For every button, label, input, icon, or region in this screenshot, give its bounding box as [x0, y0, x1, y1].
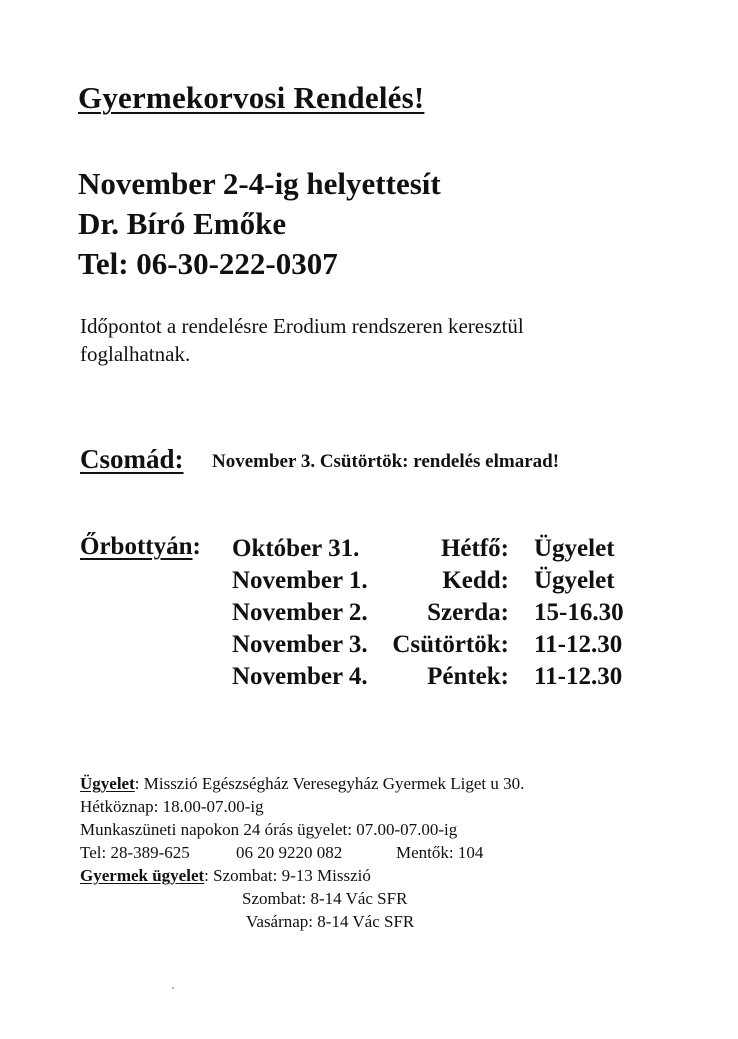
schedule-day: Hétfő: [440, 535, 509, 562]
booking-text-line-1: Időpontot a rendelésre Erodium rendszeren keresztül [80, 314, 524, 338]
schedule-day: Kedd: [442, 567, 509, 594]
schedule-date: November 2. [232, 599, 368, 626]
footer-weekdays: Hétköznap: 18.00-07.00-ig [80, 797, 264, 816]
scan-speck [172, 987, 174, 989]
footer-ugyelet [80, 773, 524, 795]
schedule-value: 15-16.30 [534, 599, 624, 626]
schedule-date: November 1. [232, 567, 368, 594]
schedule-day: Szerda: [427, 599, 509, 626]
gyermek-colon: : [204, 866, 209, 885]
footer-mentok: Mentők: 104 [396, 843, 484, 862]
schedule-value: 11-12.30 [534, 631, 623, 658]
footer-tel2: 06 20 9220 082 [236, 843, 343, 862]
schedule-date: Október 31. [232, 535, 360, 562]
booking-text-line-2: foglalhatnak. [80, 342, 191, 366]
schedule-date: November 3. [232, 631, 368, 658]
schedule-value: Ügyelet [534, 535, 615, 562]
csomad-label: Csomád: [80, 444, 184, 474]
schedule-day: Péntek: [427, 663, 509, 690]
schedule-value: 11-12.30 [534, 663, 623, 690]
ugyelet-address: : Misszió Egészségház Veresegyház Gyermek Liget u 30. [134, 774, 525, 793]
substitute-phone: Tel: 06-30-222-0307 [78, 246, 338, 281]
orbottyan-name: Őrbottyán [80, 533, 193, 560]
substitute-dates: November 2-4-ig helyettesít [78, 166, 441, 201]
orbottyan-label [80, 533, 201, 561]
csomad-notice: November 3. Csütörtök: rendelés elmarad! [212, 451, 560, 472]
page-title: Gyermekorvosi Rendelés! [78, 80, 425, 115]
gyermek-ugyelet-label: Gyermek ügyelet [80, 866, 205, 885]
substitute-doctor: Dr. Bíró Emőke [78, 206, 287, 241]
footer-tel: Tel: 28-389-625 [80, 843, 190, 862]
gyermek-line-3: Vasárnap: 8-14 Vác SFR [246, 912, 415, 931]
gyermek-line-1: Szombat: 9-13 Misszió [213, 866, 371, 885]
gyermek-line-2: Szombat: 8-14 Vác SFR [242, 889, 408, 908]
ugyelet-label: Ügyelet [80, 774, 135, 793]
schedule-value: Ügyelet [534, 567, 615, 594]
orbottyan-colon: : [192, 533, 201, 560]
schedule-date: November 4. [232, 663, 368, 690]
schedule-day: Csütörtök: [392, 631, 509, 658]
footer-gyermek [80, 865, 371, 887]
footer-holidays: Munkaszüneti napokon 24 órás ügyelet: 07.00-07.00-ig [80, 820, 458, 839]
